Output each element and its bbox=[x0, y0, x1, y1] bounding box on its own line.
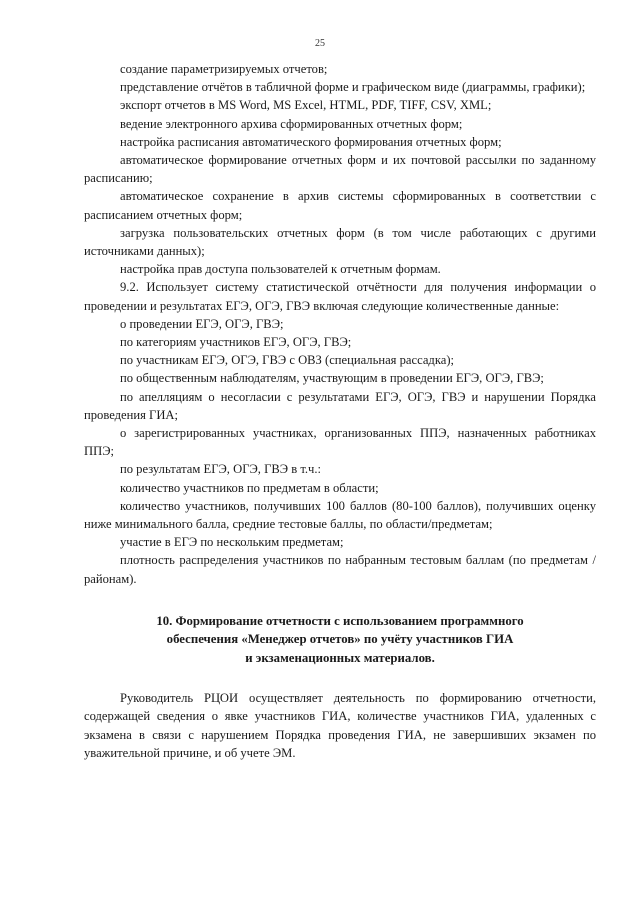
data-item: участие в ЕГЭ по нескольким предметам; bbox=[120, 535, 344, 550]
section-10-title-line: обеспечения «Менеджер отчетов» по учёту участников ГИА bbox=[166, 632, 514, 647]
list-item: представление отчётов в табличной форме и графическом виде (диаграммы, графики); bbox=[120, 80, 586, 95]
page-content bbox=[84, 60, 596, 762]
data-item: по участникам ЕГЭ, ОГЭ, ГВЭ с ОВЗ (специальная рассадка); bbox=[120, 353, 455, 368]
section-10-title-line: 10. Формирование отчетности с использованием программного bbox=[156, 613, 524, 628]
data-item: о проведении ЕГЭ, ОГЭ, ГВЭ; bbox=[120, 316, 284, 331]
list-item: загрузка пользовательских отчетных форм (в том числе работающих с другими источниками данных); bbox=[84, 225, 596, 259]
section-10-body: Руководитель РЦОИ осуществляет деятельность по формированию отчетности, содержащей сведения о явке участников ГИА, количестве участников ГИА, удаленных с экзамена в связи с нарушением Порядка проведения ГИА, не завершивших экзамен по уважительной причине, и об учете ЭМ. bbox=[84, 691, 596, 760]
list-item: настройка прав доступа пользователей к отчетным формам. bbox=[120, 262, 441, 277]
data-item: количество участников по предметам в области; bbox=[120, 480, 379, 495]
data-item: по результатам ЕГЭ, ОГЭ, ГВЭ в т.ч.: bbox=[120, 462, 322, 477]
list-item: создание параметризируемых отчетов; bbox=[120, 62, 328, 76]
list-item: экспорт отчетов в MS Word, MS Excel, HTML, PDF, TIFF, CSV, XML; bbox=[120, 98, 492, 113]
data-item: по категориям участников ЕГЭ, ОГЭ, ГВЭ; bbox=[120, 335, 352, 350]
data-item: по общественным наблюдателям, участвующим в проведении ЕГЭ, ОГЭ, ГВЭ; bbox=[120, 371, 544, 386]
clause-9-2: 9.2. Использует систему статистической отчётности для получения информации о проведении и результатах ЕГЭ, ОГЭ, ГВЭ включая следующие количественные данные: bbox=[84, 280, 596, 313]
list-item: автоматическое формирование отчетных форм и их почтовой рассылки по заданному расписанию; bbox=[84, 153, 596, 186]
section-10-title bbox=[84, 612, 596, 667]
data-item: количество участников, получивших 100 баллов (80-100 баллов), получивших оценку ниже минимального балла, средние тестовые баллы, по области/предметам; bbox=[84, 498, 596, 532]
spacer bbox=[84, 667, 596, 689]
data-item: плотность распределения участников по набранным тестовым баллам (по предметам / районам). bbox=[84, 553, 596, 586]
data-item: по апелляциям о несогласии с результатами ЕГЭ, ОГЭ, ГВЭ и нарушении Порядка проведения ГИА; bbox=[84, 389, 596, 422]
list-item: настройка расписания автоматического формирования отчетных форм; bbox=[120, 134, 502, 149]
list-item: ведение электронного архива сформированных отчетных форм; bbox=[120, 116, 463, 131]
data-item: о зарегистрированных участниках, организованных ППЭ, назначенных работниках ППЭ; bbox=[84, 426, 596, 459]
page-number: 25 bbox=[315, 38, 325, 49]
section-10-title-line: и экзаменационных материалов. bbox=[245, 650, 435, 665]
list-item: автоматическое сохранение в архив системы сформированных в соответствии с расписанием отчетных форм; bbox=[84, 189, 596, 222]
